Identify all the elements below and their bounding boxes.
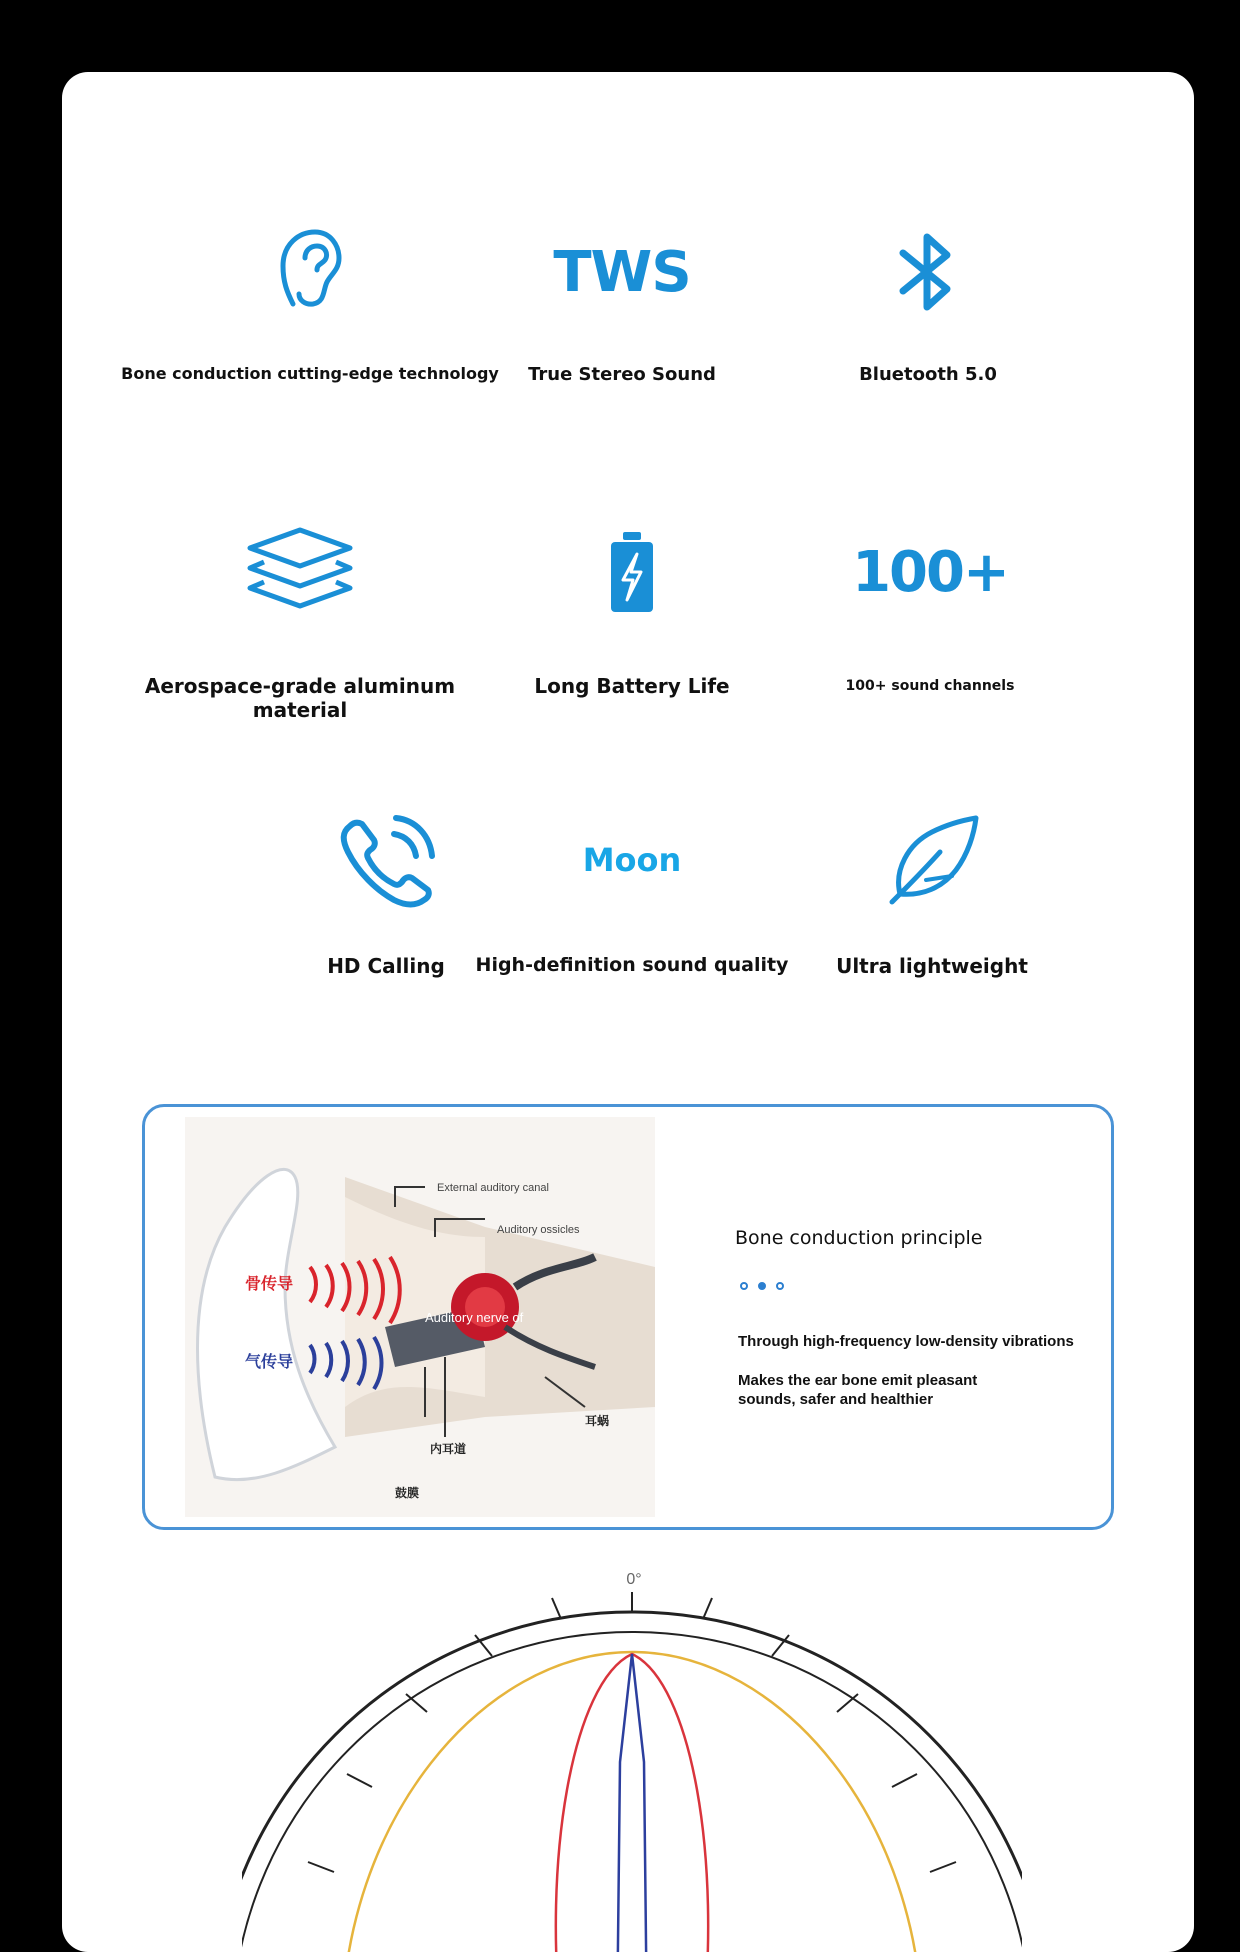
feature-label: Ultra lightweight: [836, 954, 1028, 978]
diagram-label-external-canal: External auditory canal: [437, 1182, 549, 1194]
dot-icon: [776, 1282, 784, 1290]
bone-conduction-principle-panel: [142, 1104, 1114, 1530]
feature-label: Aerospace-grade aluminum material: [144, 674, 456, 722]
layers-icon: [110, 512, 490, 632]
pagination-dots: [740, 1282, 784, 1290]
feature-sound-channels: [740, 512, 1120, 694]
feather-icon: [742, 800, 1122, 920]
principle-line-2: Makes the ear bone emit pleasant sounds, safer and healthier: [738, 1372, 978, 1408]
feature-label: High-definition sound quality: [475, 954, 789, 976]
principle-line-1: Through high-frequency low-density vibrations: [738, 1333, 1074, 1350]
feature-aluminum: [110, 512, 490, 722]
dot-icon: [758, 1282, 766, 1290]
ear-diagram: [185, 1117, 655, 1517]
feature-label: 100+ sound channels: [845, 678, 1015, 694]
product-card: [62, 72, 1194, 1952]
feature-label: Bluetooth 5.0: [859, 364, 997, 385]
feature-label: Long Battery Life: [534, 674, 730, 698]
diagram-label-eardrum: 鼓膜: [395, 1486, 420, 1500]
tws-text: TWS: [553, 239, 691, 305]
feature-label: Bone conduction cutting-edge technology: [121, 364, 499, 383]
diagram-label-air-conduction: 气传导: [245, 1352, 294, 1371]
feature-lightweight: [742, 800, 1122, 978]
hundred-plus-text: 100+: [852, 539, 1008, 605]
dot-icon: [740, 1282, 748, 1290]
bluetooth-icon: [738, 212, 1118, 332]
principle-title: Bone conduction principle: [735, 1227, 983, 1249]
moon-text: Moon: [582, 841, 682, 879]
feature-label: True Stereo Sound: [528, 364, 716, 385]
diagram-label-bone-conduction: 骨传导: [245, 1274, 294, 1293]
diagram-label-auditory-nerve: Auditory nerve of: [425, 1310, 524, 1325]
polar-pattern-diagram: [242, 1562, 1022, 1952]
feature-bluetooth: [738, 212, 1118, 385]
feature-label: HD Calling: [327, 954, 445, 978]
polar-angle-label: 0°: [626, 1571, 642, 1588]
hundred-plus-icon: [740, 512, 1120, 632]
diagram-label-inner-ear: 内耳道: [430, 1442, 467, 1456]
diagram-label-cochlea: 耳蜗: [585, 1414, 610, 1428]
diagram-label-ossicles: Auditory ossicles: [497, 1224, 580, 1236]
